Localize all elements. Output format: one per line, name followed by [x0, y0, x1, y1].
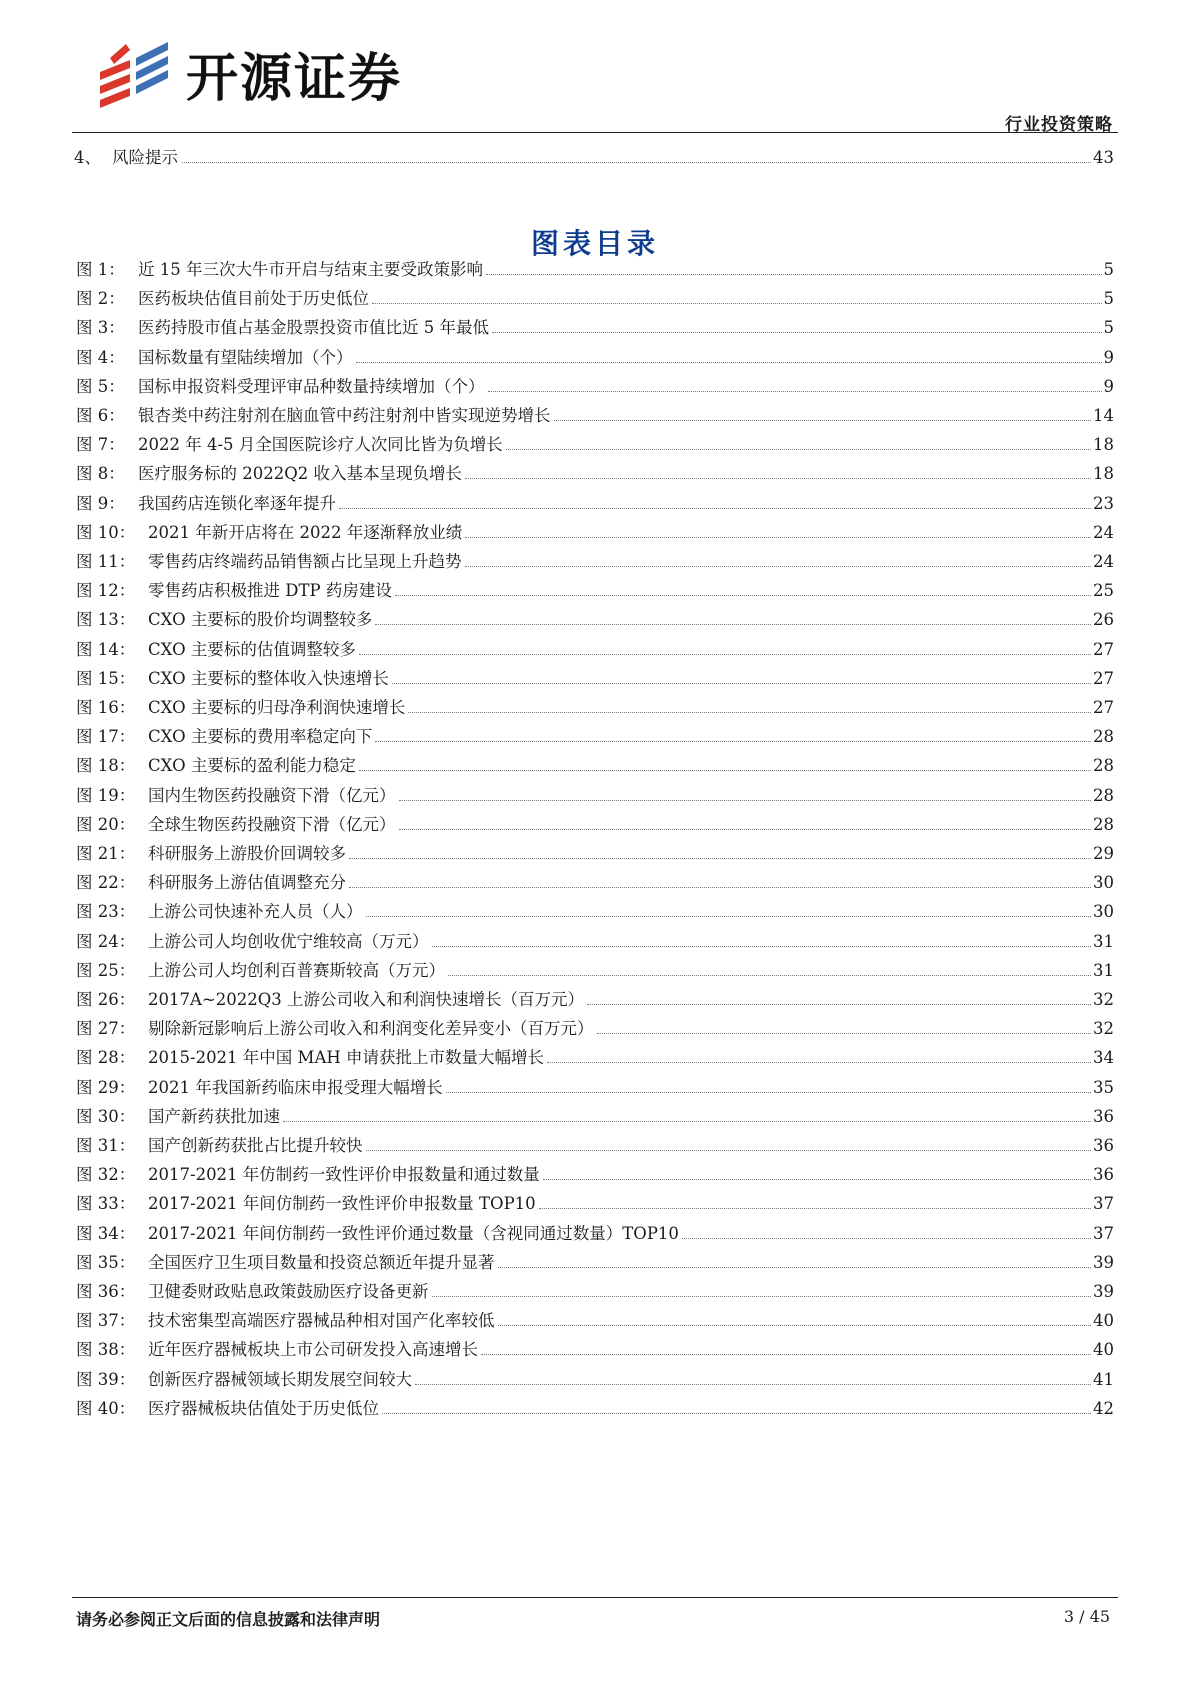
figure-page: 40	[1093, 1311, 1114, 1331]
dot-leader	[359, 770, 1091, 771]
figure-page: 5	[1103, 260, 1114, 279]
dot-leader	[682, 1238, 1091, 1239]
figure-title: 医药板块估值目前处于历史低位	[138, 289, 369, 309]
figure-list-item[interactable]	[76, 521, 1114, 543]
figure-page: 36	[1093, 1165, 1114, 1185]
figure-title: 剔除新冠影响后上游公司收入和利润变化差异变小（百万元）	[148, 1019, 594, 1039]
dot-leader	[356, 362, 1102, 363]
figure-label: 图 28：	[76, 1048, 136, 1068]
figure-list-item[interactable]	[76, 667, 1114, 689]
dot-leader	[587, 1004, 1091, 1005]
figure-label: 图 10：	[76, 522, 136, 542]
dot-leader	[539, 1208, 1091, 1209]
figure-label: 图 4：	[76, 347, 125, 367]
figure-title: 国内生物医药投融资下滑（亿元）	[148, 785, 396, 805]
figure-page: 18	[1093, 464, 1114, 484]
dot-leader	[465, 537, 1091, 538]
figure-page: 27	[1093, 698, 1114, 717]
figure-page: 32	[1093, 990, 1114, 1009]
figure-list-item[interactable]	[76, 1280, 1114, 1302]
figure-title: 科研服务上游股价回调较多	[148, 844, 346, 863]
figure-label: 图 2：	[76, 289, 125, 309]
dot-leader	[382, 1413, 1091, 1414]
figure-list-item[interactable]	[76, 1017, 1114, 1039]
figure-page: 28	[1093, 785, 1114, 805]
dot-leader	[375, 624, 1091, 625]
figure-list-item[interactable]	[76, 725, 1114, 747]
figure-title: 国标申报资料受理评审品种数量持续增加（个）	[138, 376, 485, 396]
figure-list-item[interactable]	[76, 959, 1114, 981]
figure-list-item[interactable]	[76, 258, 1114, 280]
figure-page: 24	[1093, 522, 1114, 542]
figure-title: CXO 主要标的费用率稳定向下	[148, 727, 373, 747]
figure-label: 图 33：	[76, 1194, 136, 1214]
dot-leader	[432, 1296, 1092, 1297]
figure-label: 图 3：	[76, 318, 125, 338]
figure-page: 28	[1093, 727, 1114, 747]
figure-list-item[interactable]	[76, 579, 1114, 601]
figure-page: 23	[1093, 493, 1114, 513]
figure-title: 医疗器械板块估值处于历史低位	[148, 1398, 379, 1418]
figure-title: CXO 主要标的估值调整较多	[148, 639, 356, 659]
dot-leader	[349, 858, 1091, 859]
figure-label: 图 14：	[76, 639, 136, 659]
figure-title: 2015-2021 年中国 MAH 申请获批上市数量大幅增长	[148, 1048, 544, 1068]
dot-leader	[415, 1384, 1091, 1385]
figure-title: 2017-2021 年间仿制药一致性评价通过数量（含视同通过数量）TOP10	[148, 1223, 679, 1243]
dot-leader	[506, 449, 1091, 450]
figure-label: 图 18：	[76, 756, 136, 776]
figure-label: 图 12：	[76, 581, 136, 601]
dot-leader	[547, 1062, 1091, 1063]
figure-page: 30	[1093, 873, 1114, 893]
figure-page: 30	[1093, 902, 1114, 922]
figure-label: 图 7：	[76, 435, 125, 455]
figure-page: 9	[1103, 376, 1114, 396]
figure-page: 39	[1093, 1252, 1114, 1272]
figure-title: 医疗服务标的 2022Q2 收入基本呈现负增长	[138, 464, 463, 484]
figure-label: 图 17：	[76, 727, 136, 747]
figure-title: 2022 年 4-5 月全国医院诊疗人次同比皆为负增长	[138, 435, 503, 455]
figure-page: 31	[1093, 931, 1114, 951]
figure-page: 24	[1093, 552, 1114, 571]
figure-list-item[interactable]	[76, 813, 1114, 835]
figure-title: 2021 年我国新药临床申报受理大幅增长	[148, 1077, 443, 1097]
figure-page: 28	[1093, 814, 1114, 834]
figure-title: 卫健委财政贴息政策鼓励医疗设备更新	[148, 1282, 429, 1301]
figure-page: 42	[1093, 1398, 1114, 1418]
figure-label: 图 20：	[76, 814, 136, 834]
dot-leader	[465, 566, 1092, 567]
figures-list-heading: 图表目录	[530, 227, 659, 260]
figure-title: 国产创新药获批占比提升较快	[148, 1136, 363, 1155]
figure-label: 图 26：	[76, 990, 136, 1009]
figure-label: 图 11：	[76, 552, 136, 571]
figure-list-item[interactable]	[76, 1105, 1114, 1127]
figure-title: CXO 主要标的股价均调整较多	[148, 610, 373, 630]
figure-list-item[interactable]	[76, 1046, 1114, 1068]
figure-list-item[interactable]	[76, 930, 1114, 952]
figure-title: 近 15 年三次大牛市开启与结束主要受政策影响	[138, 260, 483, 279]
toc-entry[interactable]	[74, 142, 1114, 168]
figure-title: 全国医疗卫生项目数量和投资总额近年提升显著	[148, 1252, 495, 1272]
figure-page: 26	[1093, 610, 1114, 630]
figure-page: 5	[1103, 318, 1114, 338]
figure-title: CXO 主要标的盈利能力稳定	[148, 756, 356, 776]
dot-leader	[395, 595, 1091, 596]
figure-list-item[interactable]	[76, 433, 1114, 455]
footer-disclaimer: 请务必参阅正文后面的信息披露和法律声明	[76, 1610, 381, 1629]
figure-page: 36	[1093, 1106, 1114, 1126]
figure-page: 28	[1093, 756, 1114, 776]
figure-page: 39	[1093, 1282, 1114, 1301]
dot-leader	[182, 162, 1091, 163]
figure-page: 36	[1093, 1136, 1114, 1155]
figure-list-item[interactable]	[76, 1163, 1114, 1185]
figure-list-item[interactable]	[76, 784, 1114, 806]
dot-leader	[492, 332, 1102, 333]
figure-page: 37	[1093, 1223, 1114, 1243]
figure-title: 医药持股市值占基金股票投资市值比近 5 年最低	[138, 318, 489, 338]
figure-list-item[interactable]	[76, 1076, 1114, 1098]
figure-title: 2017A~2022Q3 上游公司收入和利润快速增长（百万元）	[148, 990, 584, 1009]
figure-title: 零售药店积极推进 DTP 药房建设	[148, 581, 392, 601]
dot-leader	[498, 1325, 1092, 1326]
figure-list-item[interactable]	[76, 316, 1114, 338]
figure-title: 国标数量有望陆续增加（个）	[138, 347, 353, 367]
figure-list-item[interactable]	[76, 1309, 1114, 1331]
figure-list-item[interactable]	[76, 375, 1114, 397]
figure-label: 图 27：	[76, 1019, 136, 1039]
figure-title: 银杏类中药注射剂在脑血管中药注射剂中皆实现逆势增长	[138, 406, 551, 425]
toc-entry-title: 风险提示	[112, 148, 178, 167]
dot-leader	[349, 887, 1091, 888]
figure-label: 图 6：	[76, 406, 125, 425]
figure-title: 2017-2021 年间仿制药一致性评价申报数量 TOP10	[148, 1194, 536, 1214]
figure-title: 创新医疗器械领域长期发展空间较大	[148, 1369, 412, 1389]
figure-title: 技术密集型高端医疗器械品种相对国产化率较低	[148, 1311, 495, 1331]
figure-label: 图 25：	[76, 960, 136, 980]
figure-label: 图 34：	[76, 1223, 136, 1243]
brand-logo	[96, 38, 402, 108]
figure-list-item[interactable]	[76, 287, 1114, 309]
figure-page: 31	[1093, 960, 1114, 980]
dot-leader	[448, 975, 1091, 976]
figure-list-item[interactable]	[76, 404, 1114, 426]
figure-page: 37	[1093, 1194, 1114, 1214]
figure-list-item[interactable]	[76, 638, 1114, 660]
dot-leader	[465, 478, 1091, 479]
figure-label: 图 19：	[76, 785, 136, 805]
figure-title: CXO 主要标的归母净利润快速增长	[148, 698, 406, 717]
figure-label: 图 30：	[76, 1106, 136, 1126]
brand-name: 开源证券	[186, 48, 403, 109]
figure-list-item[interactable]	[76, 462, 1114, 484]
figure-title: CXO 主要标的整体收入快速增长	[148, 668, 389, 688]
dot-leader	[392, 683, 1091, 684]
dot-leader	[408, 712, 1091, 713]
figure-list-item[interactable]	[76, 1134, 1114, 1156]
figure-list-item[interactable]	[76, 1251, 1114, 1273]
figure-list-item[interactable]	[76, 1338, 1114, 1360]
dot-leader	[432, 946, 1092, 947]
figure-page: 32	[1093, 1019, 1114, 1039]
figure-list-item[interactable]	[76, 1368, 1114, 1390]
dot-leader	[446, 1092, 1091, 1093]
figure-list-item[interactable]	[76, 900, 1114, 922]
figure-label: 图 40：	[76, 1398, 136, 1418]
dot-leader	[366, 1150, 1092, 1151]
figure-title: 上游公司快速补充人员（人）	[148, 902, 363, 922]
dot-leader	[372, 303, 1102, 304]
figure-list-item[interactable]	[76, 842, 1114, 864]
figure-list-item[interactable]	[76, 492, 1114, 514]
page-indicator: 3 / 45	[1063, 1607, 1110, 1626]
figure-title: 科研服务上游估值调整充分	[148, 873, 346, 893]
figure-label: 图 38：	[76, 1340, 136, 1360]
dot-leader	[339, 508, 1091, 509]
figure-page: 18	[1093, 435, 1114, 455]
figure-page: 41	[1093, 1369, 1114, 1389]
figure-list-item[interactable]	[76, 871, 1114, 893]
figure-label: 图 1：	[76, 260, 125, 279]
figure-label: 图 23：	[76, 902, 136, 922]
dot-leader	[486, 274, 1102, 275]
figure-title: 2021 年新开店将在 2022 年逐渐释放业绩	[148, 522, 463, 542]
figure-title: 2017-2021 年仿制药一致性评价申报数量和通过数量	[148, 1165, 540, 1185]
figure-label: 图 13：	[76, 610, 136, 630]
figure-list-item[interactable]	[76, 1192, 1114, 1214]
dot-leader	[554, 420, 1092, 421]
dot-leader	[359, 654, 1091, 655]
figure-page: 5	[1103, 289, 1114, 309]
figure-label: 图 16：	[76, 698, 136, 717]
figure-page: 35	[1093, 1077, 1114, 1097]
dot-leader	[283, 1121, 1091, 1122]
figure-list-item[interactable]	[76, 608, 1114, 630]
figure-list-item[interactable]	[76, 550, 1114, 572]
figure-list-item[interactable]	[76, 1222, 1114, 1244]
figure-label: 图 29：	[76, 1077, 136, 1097]
figure-label: 图 36：	[76, 1282, 136, 1301]
figure-page: 14	[1093, 406, 1114, 425]
figure-page: 9	[1103, 347, 1114, 367]
figure-label: 图 31：	[76, 1136, 136, 1155]
figure-label: 图 22：	[76, 873, 136, 893]
figure-page: 27	[1093, 639, 1114, 659]
toc-entry-page: 43	[1093, 148, 1114, 167]
figure-label: 图 5：	[76, 376, 125, 396]
dot-leader	[399, 829, 1092, 830]
figure-title: 全球生物医药投融资下滑（亿元）	[148, 814, 396, 834]
figure-label: 图 32：	[76, 1165, 136, 1185]
kaiyuan-logo-icon	[96, 38, 172, 108]
dot-leader	[366, 916, 1092, 917]
figure-label: 图 9：	[76, 493, 125, 513]
figure-label: 图 15：	[76, 668, 136, 688]
figure-label: 图 37：	[76, 1311, 136, 1331]
figure-page: 27	[1093, 668, 1114, 688]
dot-leader	[399, 800, 1092, 801]
dot-leader	[498, 1267, 1092, 1268]
figure-page: 29	[1093, 844, 1114, 863]
toc-entry-number: 4、	[74, 148, 101, 167]
dot-leader	[488, 391, 1102, 392]
figure-page: 40	[1093, 1340, 1114, 1360]
figure-page: 25	[1093, 581, 1114, 601]
dot-leader	[597, 1033, 1092, 1034]
figure-title: 近年医疗器械板块上市公司研发投入高速增长	[148, 1340, 478, 1360]
dot-leader	[543, 1179, 1091, 1180]
figure-label: 图 24：	[76, 931, 136, 951]
dot-leader	[481, 1354, 1091, 1355]
figure-title: 国产新药获批加速	[148, 1106, 280, 1126]
figure-label: 图 8：	[76, 464, 125, 484]
header-divider	[72, 132, 1118, 133]
figure-title: 零售药店终端药品销售额占比呈现上升趋势	[148, 552, 462, 571]
dot-leader	[375, 741, 1091, 742]
figure-list-item[interactable]	[76, 1397, 1114, 1419]
figure-list-item[interactable]	[76, 696, 1114, 718]
figure-list-item[interactable]	[76, 346, 1114, 368]
figure-list-item[interactable]	[76, 754, 1114, 776]
figure-label: 图 21：	[76, 844, 136, 863]
figure-page: 34	[1093, 1048, 1114, 1068]
figure-label: 图 39：	[76, 1369, 136, 1389]
figure-title: 上游公司人均创利百普赛斯较高（万元）	[148, 960, 445, 980]
report-category: 行业投资策略	[1005, 115, 1113, 135]
figure-title: 我国药店连锁化率逐年提升	[138, 493, 336, 513]
footer-divider	[72, 1597, 1118, 1598]
figure-list-item[interactable]	[76, 988, 1114, 1010]
figure-label: 图 35：	[76, 1252, 136, 1272]
figure-title: 上游公司人均创收优宁维较高（万元）	[148, 931, 429, 951]
